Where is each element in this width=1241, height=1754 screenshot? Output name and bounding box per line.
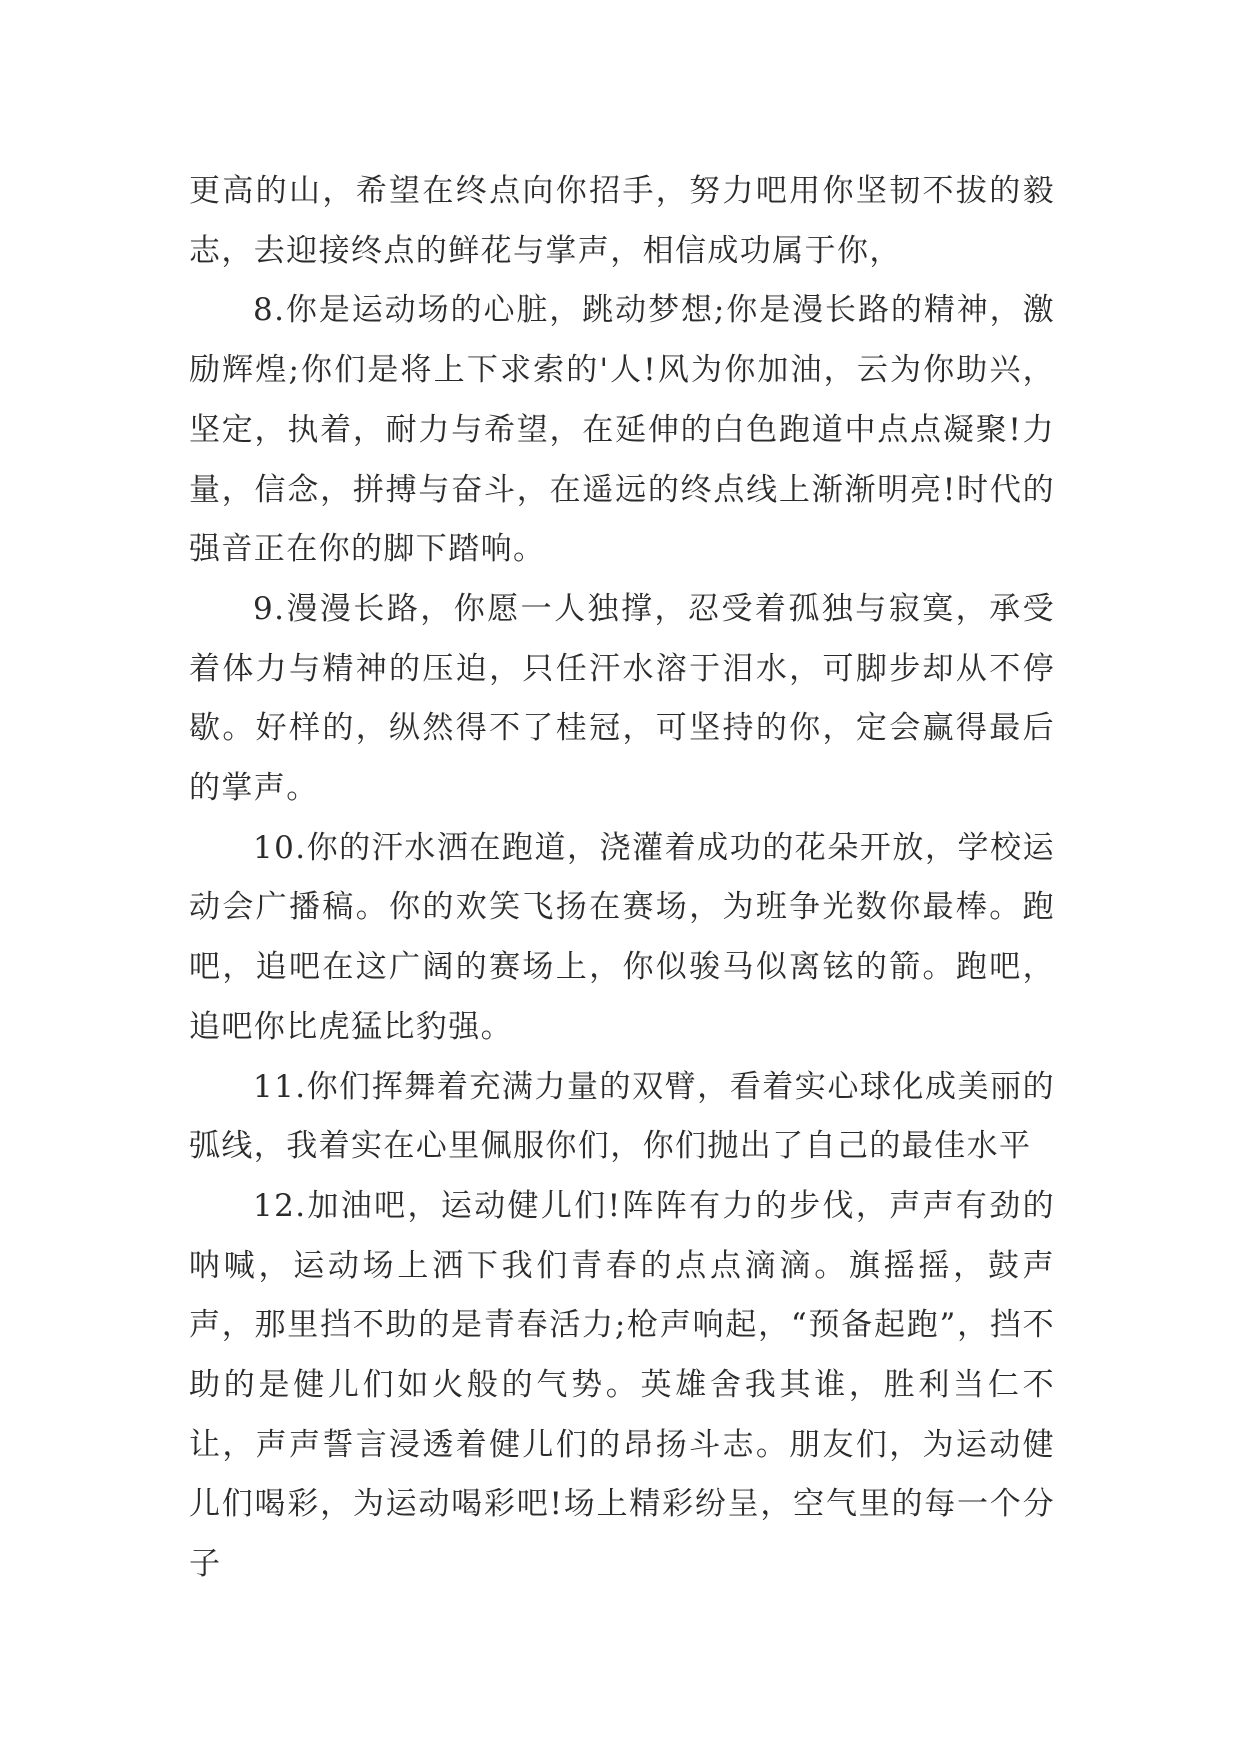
paragraph-10: 10.你的汗水洒在跑道，浇灌着成功的花朵开放，学校运动会广播稿。你的欢笑飞扬在赛场，为班争光数你最棒。跑吧，追吧在这广阔的赛场上，你似骏马似离铉的箭。跑吧，追吧你比虎猛比豹强。 (189, 829, 1055, 1045)
paragraph-12: 12.加油吧，运动健儿们!阵阵有力的步伐，声声有劲的呐喊，运动场上洒下我们青春的点点滴滴。旗摇摇，鼓声声，那里挡不助的是青春活力;枪声响起，“预备起跑”，挡不助的是健儿们如火般的气势。英雄舍我其谁，胜利当仁不让，声声誓言浸透着健儿们的昂扬斗志。朋友们，为运动健儿们喝彩，为运动喝彩吧!场上精彩纷呈，空气里的每一个分子 (189, 1187, 1055, 1583)
paragraph-7-continued: 更高的山，希望在终点向你招手，努力吧用你坚韧不拔的毅志，去迎接终点的鲜花与掌声，相信成功属于你， (189, 173, 1055, 269)
document-body (189, 162, 1055, 1595)
paragraph-9: 9.漫漫长路，你愿一人独撑，忍受着孤独与寂寞，承受着体力与精神的压迫，只任汗水溶于泪水，可脚步却从不停歇。好样的，纵然得不了桂冠，可坚持的你，定会赢得最后的掌声。 (189, 590, 1055, 807)
paragraph-11: 11.你们挥舞着充满力量的双臂，看着实心球化成美丽的弧线，我着实在心里佩服你们，你们抛出了自己的最佳水平 (189, 1068, 1055, 1165)
paragraph-8: 8.你是运动场的心脏，跳动梦想;你是漫长路的精神，激励辉煌;你们是将上下求索的'人!风为你加油，云为你助兴，坚定，执着，耐力与希望，在延伸的白色跑道中点点凝聚!力量，信念，拼搏与奋斗，在遥远的终点线上渐渐明亮!时代的强音正在你的脚下踏响。 (189, 292, 1055, 568)
